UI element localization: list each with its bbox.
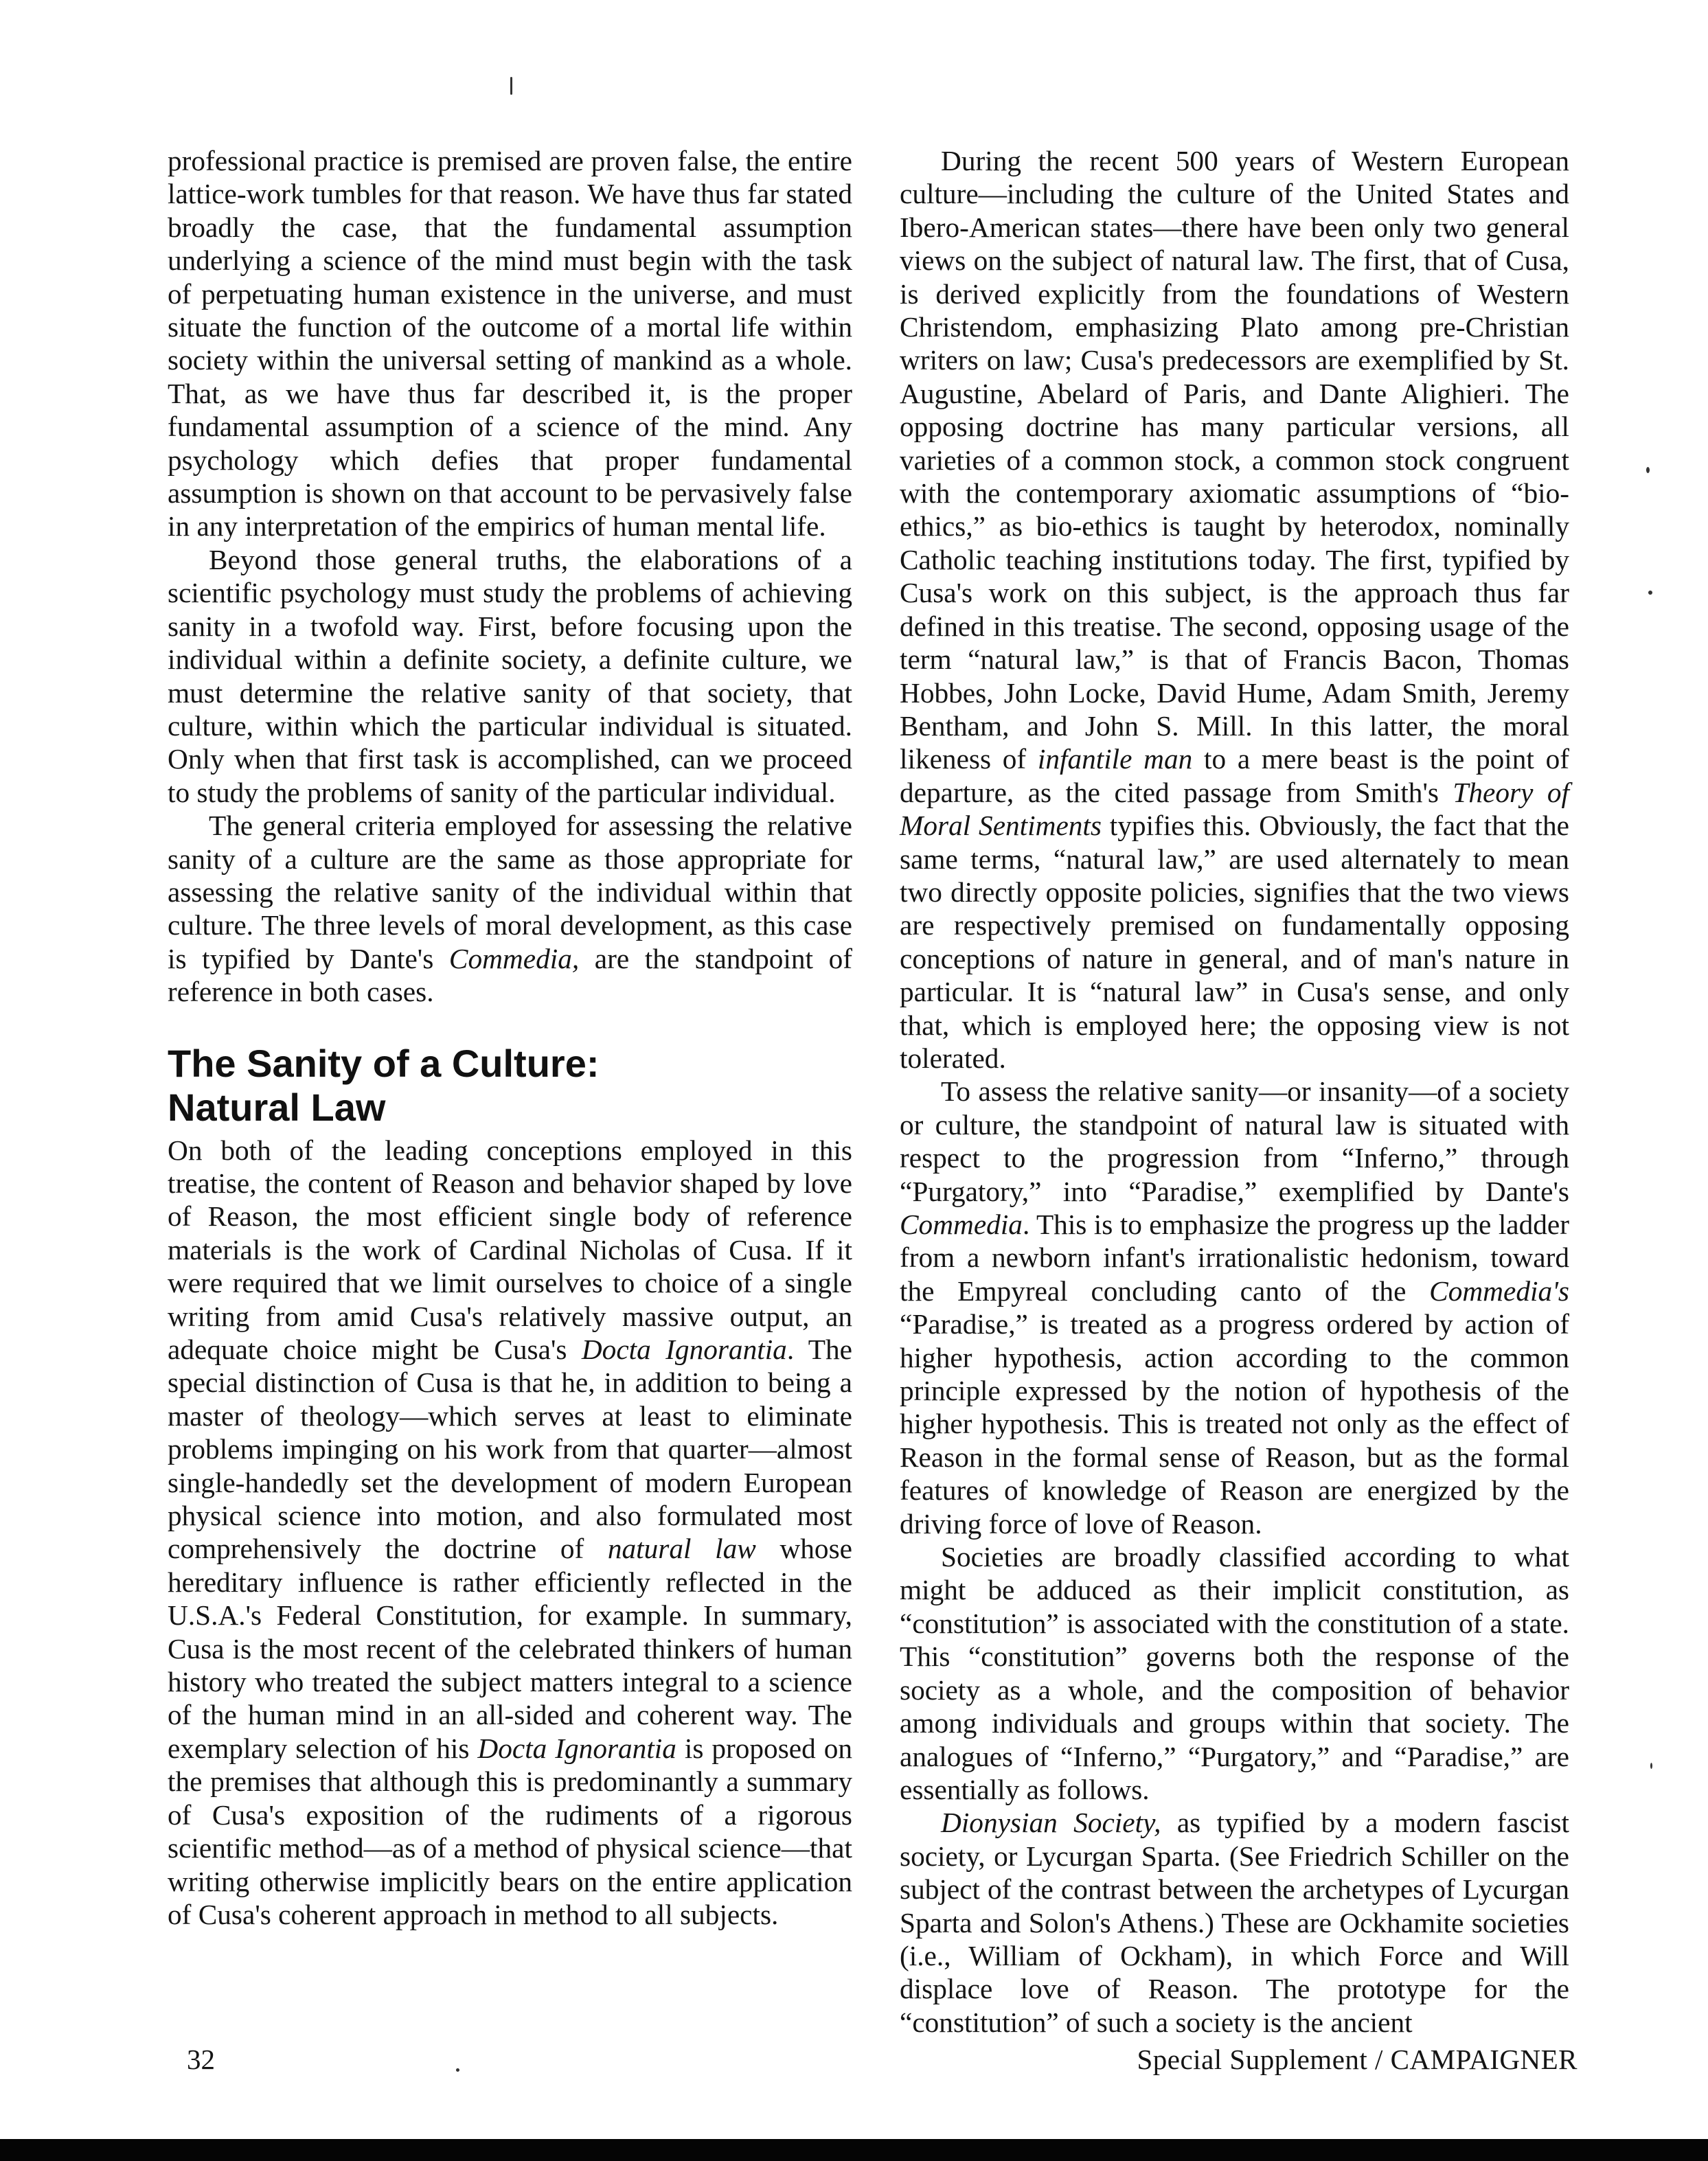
right-column [900, 144, 1569, 2039]
body-paragraph: On both of the leading conceptions employed in this treatise, the content of Reason and behavior shaped by love of Reason, the most efficient single body of reference materials is the work of Cardinal Nicholas of Cusa. If it were required that we limit ourselves to choice of a single writing from amid Cusa's relatively massive output, an adequate choice might be Cusa's Docta Ignorantia. The special distinction of Cusa is that he, in addition to being a master of theology—which serves at least to eliminate problems impinging on his work from that quarter—almost single-handedly set the development of modern European physical science into motion, and also formulated most comprehensively the doctrine of natural law whose hereditary influence is rather efficiently reflected in the U.S.A.'s Federal Constitution, for example. In summary, Cusa is the most recent of the celebrated thinkers of human history who treated the subject matters integral to a science of the human mind in an all-sided and coherent way. The exemplary selection of his Docta Ignorantia is proposed on the premises that although this is predominantly a summary of Cusa's exposition of the rudiments of a rigorous scientific method—as of a method of physical science—that writing otherwise implicitly bears on the entire application of Cusa's coherent approach in method to all subjects. [168, 1134, 852, 1930]
scan-speck [456, 2068, 459, 2072]
body-paragraph: Dionysian Society, as typified by a modern fascist society, or Lycurgan Sparta. (See Friedrich Schiller on the subject of the contrast between the archetypes of Lycurgan Sparta and Solon's Athens.) These are Ockhamite societies (i.e., William of Ockham), in which Force and Will displace love of Reason. The prototype for the “constitution” of such a society is the ancient [900, 1807, 1569, 2038]
body-paragraph: To assess the relative sanity—or insanity—of a society or culture, the standpoint of natural law is situated with respect to the progression from “Inferno,” through “Purgatory,” into “Paradise,” exemplified by Dante's Commedia. This is to emphasize the progress up the ladder from a newborn infant's irrationalistic hedonism, toward the Empyreal concluding canto of the Commedia's “Paradise,” is treated as a progress ordered by action of higher hypothesis, action according to the common principle expressed by the notion of hypothesis of the higher hypothesis. This is treated not only as the effect of Reason in the formal sense of Reason, but as the formal features of knowledge of Reason are energized by the driving force of love of Reason. [900, 1075, 1569, 1540]
scan-speck [1648, 591, 1652, 595]
scan-speck [510, 77, 512, 95]
page-number: 32 [187, 2044, 215, 2075]
scan-speck [1646, 467, 1650, 473]
running-head: Special Supplement / CAMPAIGNER [1137, 2044, 1578, 2075]
body-paragraph: During the recent 500 years of Western European culture—including the culture of the United States and Ibero-American states—there have been only two general views on the subject of natural law. The first, that of Cusa, is derived explicitly from the foundations of Western Christendom, emphasizing Plato among pre-Christian writers on law; Cusa's predecessors are exemplified by St. Augustine, Abelard of Paris, and Dante Alighieri. The opposing doctrine has many particular versions, all varieties of a common stock, a common stock congruent with the contemporary axiomatic assumptions of “bio-ethics,” as bio-ethics is taught by heterodox, nominally Catholic teaching institutions today. The first, typified by Cusa's work on this subject, is the approach thus far defined in this treatise. The second, opposing usage of the term “natural law,” is that of Francis Bacon, Thomas Hobbes, John Locke, David Hume, Adam Smith, Jeremy Bentham, and John S. Mill. In this latter, the moral likeness of infantile man to a mere beast is the point of departure, as the cited passage from Smith's Theory of Moral Sentiments typifies this. Obviously, the fact that the same terms, “natural law,” are used alternately to mean two directly opposite policies, signifies that the two views are respectively premised on fundamentally opposing conceptions of nature in general, and of man's nature in particular. It is “natural law” in Cusa's sense, and only that, which is employed here; the opposing view is not tolerated. [900, 145, 1569, 1074]
scan-speck [1650, 1763, 1652, 1769]
body-paragraph: The general criteria employed for assessing the relative sanity of a culture are the same as those appropriate for assessing the relative sanity of the individual within that culture. The three levels of moral development, as this case is typified by Dante's Commedia, are the standpoint of reference in both cases. [168, 810, 852, 1008]
body-paragraph: professional practice is premised are proven false, the entire lattice-work tumbles for that reason. We have thus far stated broadly the case, that the fundamental assumption underlying a science of the mind must begin with the task of perpetuating human existence in the universe, and must situate the function of the outcome of a mortal life within society within the universal setting of mankind as a whole. That, as we have thus far described it, is the proper fundamental assumption of a science of the mind. Any psychology which defies that proper fundamental assumption is shown on that account to be pervasively false in any interpretation of the empirics of human mental life. [168, 145, 852, 542]
section-heading-line: The Sanity of a Culture: [168, 1041, 600, 1085]
body-paragraph: Beyond those general truths, the elaborations of a scientific psychology must study the problems of achieving sanity in a twofold way. First, before focusing upon the individual within a definite society, a definite culture, we must determine the relative sanity of that society, that culture, within which the particular individual is situated. Only when that first task is accomplished, can we proceed to study the problems of sanity of the particular individual. [168, 543, 852, 808]
section-heading [168, 1042, 852, 1130]
left-column [168, 144, 852, 1931]
section-heading-line: Natural Law [168, 1085, 386, 1129]
scan-edge-bar [0, 2139, 1708, 2161]
body-paragraph: Societies are broadly classified according to what might be adduced as their implicit constitution, as “constitution” is associated with the constitution of a state. This “constitution” governs both the response of the society as a whole, and the composition of behavior among individuals and groups within that society. The analogues of “Inferno,” “Purgatory,” and “Paradise,” are essentially as follows. [900, 1541, 1569, 1805]
